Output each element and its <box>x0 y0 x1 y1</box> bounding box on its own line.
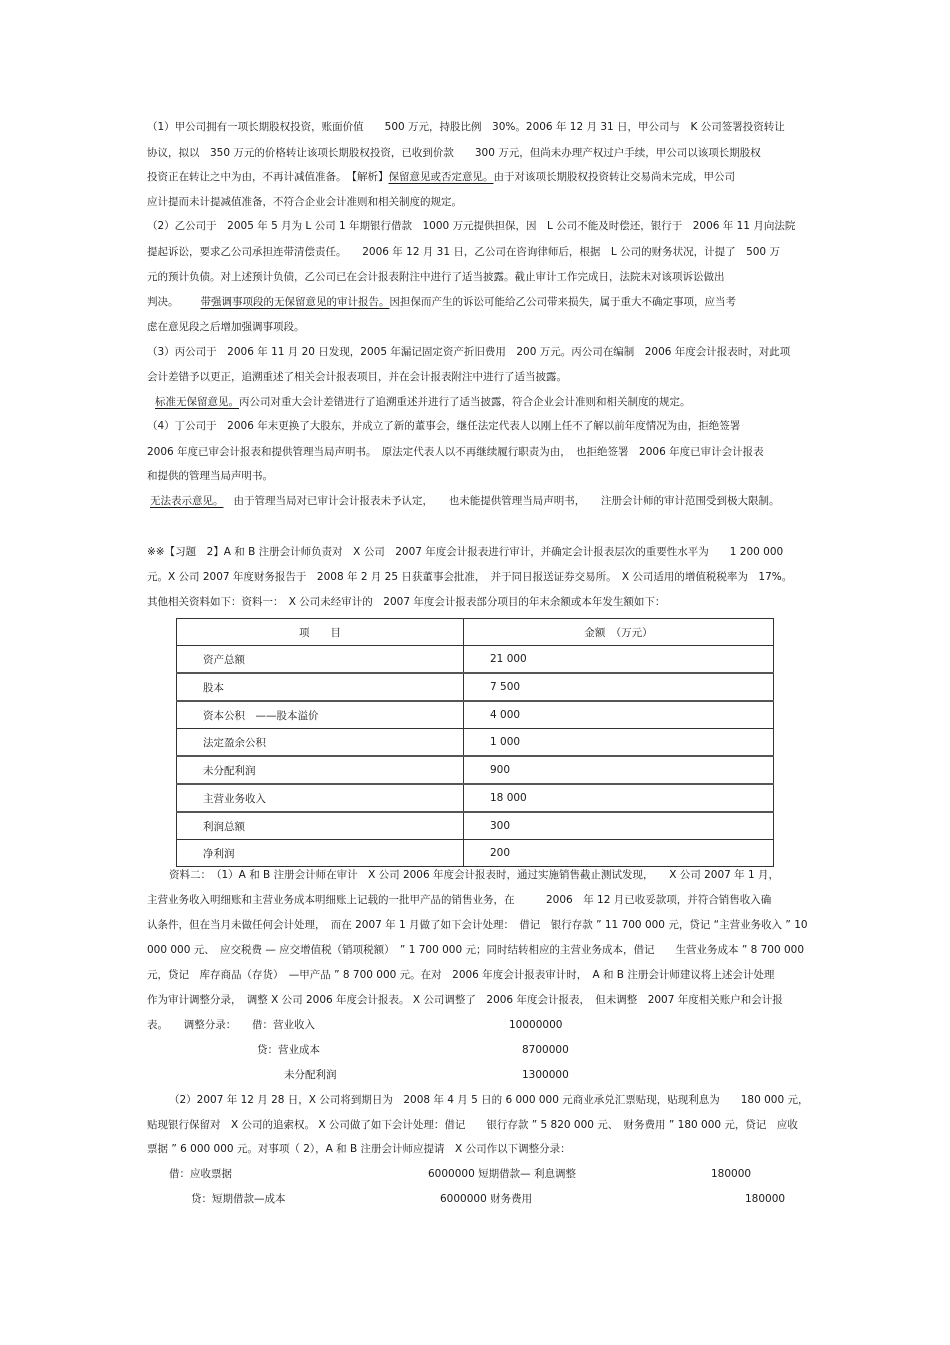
debit-amount-account: 6000000 短期借款— 利息调整 <box>428 1168 576 1180</box>
data2-line5: 元，贷记 库存商品（存货） —甲产品 ” 8 700 000 元。在对 2006 年度会计报表审计时， A 和 B 注册会计师建议将上述会计处理 <box>147 969 775 981</box>
item4-line2: 2006 年度已审会计报表和提供管理当局声明书。 原法定代表人以不再继续履行职责为由， 也拒绝签署 2006 年度已审计会计报表 <box>147 446 764 458</box>
item4-opinion: 无法表示意见。 <box>150 495 224 507</box>
item2-line3: 元的预计负债。对上述预计负债，乙公司已在会计报表附注中进行了适当披露。截止审计工作完成日，法院未对该项诉讼做出 <box>147 271 725 283</box>
exercise-line1: ※※【习题 2】A 和 B 注册会计师负责对 X 公司 2007 年度会计报表进行审计，并确定会计报表层次的重要性水平为 1 200 000 <box>147 546 784 558</box>
data2-line10: （2）2007 年 12 月 28 日，X 公司将到期日为 2008 年 4 月 5 日的 6 000 000 元商业承兑汇票贴现，贴现利息为 180 000 元， <box>169 1094 809 1106</box>
item4-line3: 和提供的管理当局声明书。 <box>147 470 273 482</box>
table-row <box>177 673 774 701</box>
data2-line3: 认条件，但在当月未做任何会计处理， 而在 2007 年 1 月做了如下会计处理： 借记 银行存款 ” 11 700 000 元，贷记 “主营业务收入 ” 10 <box>147 919 808 931</box>
table-row <box>177 812 774 840</box>
row-value: 18 000 <box>464 784 774 812</box>
data2-line11: 贴现银行保留对 X 公司的追索权。 X 公司做了如下会计处理：借记 银行存款 ” 5 820 000 元、 财务费用 ” 180 000 元，贷记 应收 <box>147 1119 798 1131</box>
debit-amount-2: 180000 <box>711 1168 752 1180</box>
item2-opinion: 带强调事项段的无保留意见的审计报告。 <box>200 296 390 308</box>
table-row <box>177 701 774 729</box>
debit-notes-receivable: 借：应收票据 <box>169 1168 232 1180</box>
row-name: 利润总额 <box>177 812 464 840</box>
item2-judgment: 判决。 <box>147 296 179 308</box>
item4-line1: （4）丁公司于 2006 年末更换了大股东，并成立了新的董事会，继任法定代表人以刚上任不了解以前年度情况为由，拒绝签署 <box>147 420 741 432</box>
row-name: 资产总额 <box>177 646 464 674</box>
row-value: 4 000 <box>464 701 774 729</box>
item1-line2: 协议，拟以 350 万元的价格转让该项长期股权投资，已收到价款 300 万元，但尚未办理产权过户手续，甲公司以该项长期股权 <box>147 147 761 159</box>
data2-line12: 票据 ” 6 000 000 元。对事项（ 2），A 和 B 注册会计师应提请 X 公司作以下调整分录： <box>147 1143 571 1155</box>
row-name: 资本公积 ——股本溢价 <box>177 701 464 729</box>
row-value: 1 000 <box>464 729 774 757</box>
entry-amount-1: 10000000 <box>509 1019 563 1031</box>
credit-short-loan: 贷：短期借款—成本 <box>191 1193 286 1205</box>
table-row <box>177 784 774 812</box>
table-header-row <box>177 619 774 646</box>
entry-amount-3: 1300000 <box>522 1069 569 1081</box>
exercise-line3: 其他相关资料如下：资料一： X 公司未经审计的 2007 年度会计报表部分项目的年末余额或本年发生额如下： <box>147 596 666 608</box>
item1-reason: 由于对该项长期股权投资转让交易尚未完成，甲公司 <box>493 171 735 183</box>
item1-text: 投资正在转让之中为由，不再计减值准备。 【解析】 <box>147 171 389 183</box>
table-row <box>177 729 774 757</box>
entry-amount-2: 8700000 <box>522 1044 569 1056</box>
data2-line9: 未分配利润 <box>284 1069 337 1081</box>
item3-line2: 会计差错予以更正，追溯重述了相关会计报表项目，并在会计报表附注中进行了适当披露。 <box>147 371 567 383</box>
credit-amount-account: 6000000 财务费用 <box>440 1193 533 1205</box>
item2-line2: 提起诉讼，要求乙公司承担连带清偿责任。 2006 年 12 月 31 日，乙公司在咨询律师后，根据 L 公司的财务状况，计提了 500 万 <box>147 246 780 258</box>
row-value: 200 <box>464 840 774 867</box>
item1-line4: 应计提而未计提减值准备，不符合企业会计准则和相关制度的规定。 <box>147 196 462 208</box>
item4-reason: 由于管理当局对已审计会计报表未予认定， 也未能提供管理当局声明书， 注册会计师的审计范围受到极大限制。 <box>233 495 780 507</box>
item1-line1: （1）甲公司拥有一项长期股权投资，账面价值 500 万元，持股比例 30%。2006 年 12 月 31 日，甲公司与 K 公司签署投资转让 <box>147 121 785 133</box>
row-value: 21 000 <box>464 646 774 674</box>
item2-line4 <box>147 295 736 309</box>
row-name: 未分配利润 <box>177 756 464 784</box>
item4-line4 <box>150 494 780 508</box>
data2-line4: 000 000 元、 应交税费 — 应交增值税（销项税额） ” 1 700 000 元；同时结转相应的主营业务成本，借记 生营业务成本 ” 8 700 000 <box>147 944 805 956</box>
item3-reason: 丙公司对重大会计差错进行了追溯重述并进行了适当披露，符合企业会计准则和相关制度的规定。 <box>239 396 691 408</box>
row-value: 900 <box>464 756 774 784</box>
header-item: 项 目 <box>177 619 464 646</box>
row-name: 法定盈余公积 <box>177 729 464 757</box>
row-name: 净利润 <box>177 840 464 867</box>
header-amount: 金额 （万元） <box>464 619 774 646</box>
item3-line3 <box>155 395 691 409</box>
data2-line8: 贷：营业成本 <box>257 1044 320 1056</box>
row-name: 股本 <box>177 673 464 701</box>
item3-line1: （3）丙公司于 2006 年 11 月 20 日发现，2005 年漏记固定资产折旧费用 200 万元。丙公司在编制 2006 年度会计报表时，对此项 <box>147 346 791 358</box>
item1-opinion: 保留意见或否定意见。 <box>388 171 494 183</box>
data2-line1: 资料二： （1）A 和 B 注册会计师在审计 X 公司 2006 年度会计报表时，通过实施销售截止测试发现， X 公司 2007 年 1 月， <box>169 869 780 881</box>
data2-line6: 作为审计调整分录， 调整 X 公司 2006 年度会计报表。 X 公司调整了 2006 年度会计报表， 但未调整 2007 年度相关账户和会计报 <box>147 994 783 1006</box>
item2-line5: 虑在意见段之后增加强调事项段。 <box>147 321 305 333</box>
item2-line1: （2）乙公司于 2005 年 5 月为 L 公司 1 年期银行借款 1000 万元提供担保，因 L 公司不能及时偿还，银行于 2006 年 11 月向法院 <box>147 220 796 232</box>
data2-line2: 主营业务收入明细账和主营业务成本明细账上记载的一批甲产品的销售业务，在 2006 年 12 月已收妥款项，并符合销售收入确 <box>147 894 772 906</box>
row-value: 7 500 <box>464 673 774 701</box>
row-value: 300 <box>464 812 774 840</box>
row-name: 主营业务收入 <box>177 784 464 812</box>
item1-line3 <box>147 170 735 184</box>
table-row <box>177 756 774 784</box>
table-row <box>177 646 774 674</box>
credit-amount-2: 180000 <box>745 1193 786 1205</box>
exercise-line2: 元。X 公司 2007 年度财务报告于 2008 年 2 月 25 日获董事会批准， 并于同日报送证券交易所。 X 公司适用的增值税税率为 17%。 <box>147 571 793 583</box>
financial-items-table <box>176 618 774 867</box>
data2-line7: 表。 调整分录： 借：营业收入 <box>147 1019 315 1031</box>
item3-opinion: 标准无保留意见。 <box>155 396 239 408</box>
table-row <box>177 840 774 867</box>
item2-reason: 因担保而产生的诉讼可能给乙公司带来损失，属于重大不确定事项，应当考 <box>389 296 736 308</box>
